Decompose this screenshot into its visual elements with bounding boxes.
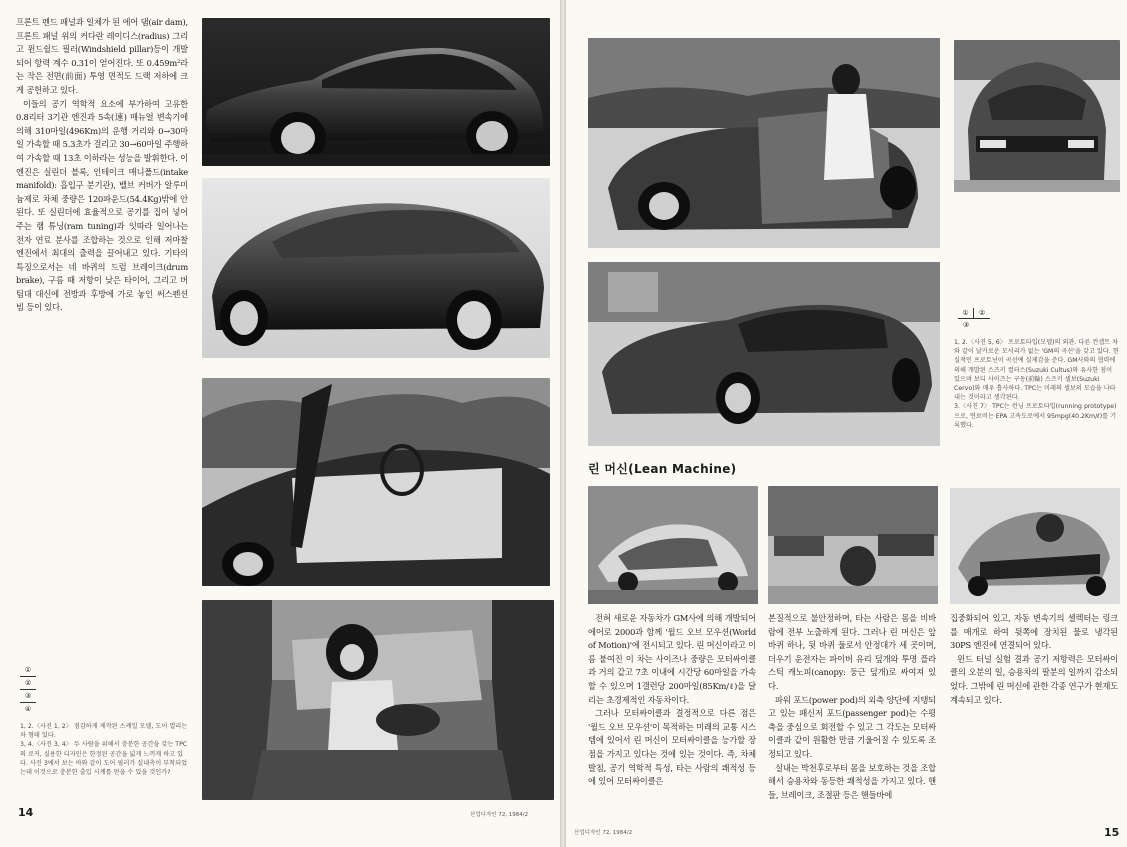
photo-lean-machine-street	[768, 486, 938, 604]
photo-number: ④	[24, 705, 32, 713]
right-body-column-1	[588, 612, 756, 789]
right-page	[566, 0, 1127, 847]
photo-3-interior-open-door	[202, 378, 550, 586]
right-paragraph: 실내는 박천후로부터 몸을 보호하는 것을 조합해서 승용차와 동등한 쾌적성을 가지고 있다. 핸들, 브레이크, 조절판 등은 핸들바에	[768, 762, 936, 800]
caption-text: 3, 4.〈사진 3, 4〉 두 사람을 위해서 충분한 공간을 갖는 TPC의 로커, 실용한 디자인은 한정된 공간을 넓게 느끼게 하고 있다. 사진 3에서 보는 바와 같이 도어 필러가 실내측이 부착되었는데 이것으로 충분한 출입 시계를 얻을 수 있을 것인가?	[20, 741, 188, 777]
right-paragraph: 전혀 새로운 자동차가 GM사에 의해 개발되어 에어로 2000과 함께 '윌드 오브 모우션(World of Motion)'에 전시되고 있다. 린 머신이라고 이름 붙여진 이 차는 사이즈나 중량은 모터싸이클과 거의 같고 7초 이내에 시간당 60마일을 가속할 수 있으며 1갤런당 200마일(85Km/ℓ)을 달리는 초경제적인 자동차이다.	[588, 613, 756, 705]
right-paragraph: 윈드 터널 실험 결과 공기 저항력은 모터싸이클의 오분의 일, 승용차의 팔분의 일까지 감소되었다. 그밖에 린 머신에 관한 각종 연구가 현재도 계속되고 있다.	[950, 653, 1118, 705]
left-caption	[20, 722, 190, 777]
left-paragraph: 이들의 공기 역학적 요소에 부가하여 고유한 0.8리터 3기관 엔진과 5속(速) 매뉴얼 변속기에 의해 310마일(496Km)의 운행 거리와 0→30마일 가속할 때 5.3초가 걸리고 30→60마일 주행하여 가속할 때 13초 이하라는 성능을 발휘한다. 이 엔진은 실린더 블록, 인테이크 매니폴드(intake manifold): 흡입구 분기관), 밸브 커버가 알루미늄제로 차체 중량은 120파운드(54.4Kg)밖에 안 된다. 또 실린더에 효율적으로 공기를 집어 넣어 주는 램 튜닝(ram tuning)과 잇따라 일어나는 전자 연료 분사를 조합하는 것으로 인해 저마찰 엔진에서 최대의 출력을 끌어내고 있다. 기타의 특징으로서는 네 바퀴의 드럼 브레이크(drum brake), 구름 때 저항이 낮은 타이어, 그리고 버팀대 대신에 전방과 후방에 가로 놓인 써스펜션 빔 등이 있다.	[16, 98, 188, 313]
left-photo-number-key	[20, 664, 36, 715]
left-body-text	[16, 16, 188, 315]
photo-number: ②	[20, 677, 36, 690]
right-paragraph: 집중화되어 있고, 자동 변속기의 셀렉터는 링크를 매개로 하여 뒷쪽에 장치된 물로 냉각된 30PS 엔진에 연결되어 있다.	[950, 613, 1118, 651]
right-caption	[954, 338, 1120, 430]
left-page	[0, 0, 560, 847]
section-title-lean-machine: 린 머신(Lean Machine)	[588, 462, 737, 476]
right-paragraph: 본질적으로 불안정하며, 타는 사람은 몸을 비바람에 전부 노출하게 된다. 그러나 린 머신은 앞 바퀴 하나, 뒷 바퀴 둘로서 안정대가 세 곳이며, 더우기 운전자는 파이버 유리 덮개와 투명 플라스틱 캐노피(canopy: 둥근 덮개)로 싸여져 있다.	[768, 613, 936, 691]
right-paragraph: 그러나 모터싸이클과 결정적으로 다른 점은 '윌드 오브 모우션'이 목적하는 미래의 교통 시스템에 있어서 린 머신이 모터싸이클을 능가할 장점을 가지고 있다는 것에 있는 것이다. 즉, 차체 발침, 공기 역학적 특성, 타는 사람의 쾌적성 등에 있어 모터싸이클은	[588, 708, 756, 787]
photo-number: ①	[958, 308, 974, 319]
source-line-left: 산업디자인 72, 1984/2	[470, 812, 529, 818]
photo-number: ③	[962, 320, 970, 329]
photo-5-prototype-open-door	[588, 38, 940, 248]
right-body-column-2	[768, 612, 936, 802]
photo-lean-machine-rider	[950, 488, 1120, 604]
photo-number: ②	[974, 308, 990, 319]
page-number-right: 15	[1104, 826, 1120, 839]
caption-text: 1, 2.〈사진 1, 2〉 점감하게 제작된 스케일 모델, 도어 열리는 차 형태 있다.	[20, 723, 188, 740]
right-body-column-3	[950, 612, 1118, 707]
photo-1-scale-model	[202, 18, 550, 166]
right-paragraph: 파워 포드(power pod)의 외측 양단에 지탱되고 있는 패신저 포드(passenger pod)는 수평축을 중심으로 회전할 수 있고 그 각도는 모터싸이클과 같이 원활한 만큼 기울어질 수 있도록 조정되고 있다.	[768, 694, 936, 759]
photo-7-running-prototype	[588, 262, 940, 446]
photo-2-scale-model-rear	[202, 178, 550, 358]
source-line-right: 산업디자인 72, 1984/2	[574, 830, 633, 836]
right-photo-number-key	[958, 308, 990, 330]
page-number-left: 14	[18, 806, 34, 819]
photo-number: ③	[20, 690, 36, 703]
photo-4-rear-cargo	[202, 600, 554, 800]
caption-text: 3.〈사진 7〉 TPC는 런닝 프로토타입(running prototype)으로, 연료비는 EPA 고속도로에서 95mpg(40.2Km/ℓ)를 기록했다.	[954, 403, 1117, 429]
photo-number: ①	[20, 664, 36, 677]
photo-6-prototype-front	[954, 40, 1120, 192]
photo-lean-machine-studio	[588, 486, 758, 604]
left-paragraph: 프론트 펜드 패널과 일체가 된 에어 댐(air dam), 프론트 패널 위의 커다란 레이디스(radius) 그리고 윈드쉴드 필러(Windshield pillar)등이 개발되어 항력 계수 0.31이 얻어진다. 또 0.459m²라는 작은 전면(前面) 투영 면적도 드랙 저하에 크게 공헌하고 있다.	[16, 17, 188, 95]
caption-text: 1, 2.〈사진 5, 6〉 프로토타입(모델)의 외관. 다른 컨셉트 차와 같이 날카로운 모서리가 없는 'GM의 곡선'을 갖고 있다. 현실적인 프로토넌이 곡선에 실제감을 준다. GM사와의 협력에 의해 개발된 스즈키 컬터스(Suzuki Cultus)와 유사한 점이 있으며 보디 사이즈는 구동(前輪) 스즈키 셀보(Suzuki Cervo)와 매우 흡사하다. TPC는 미래의 셀보의 모습을 나타내는 것이라고 생각된다.	[954, 339, 1119, 402]
